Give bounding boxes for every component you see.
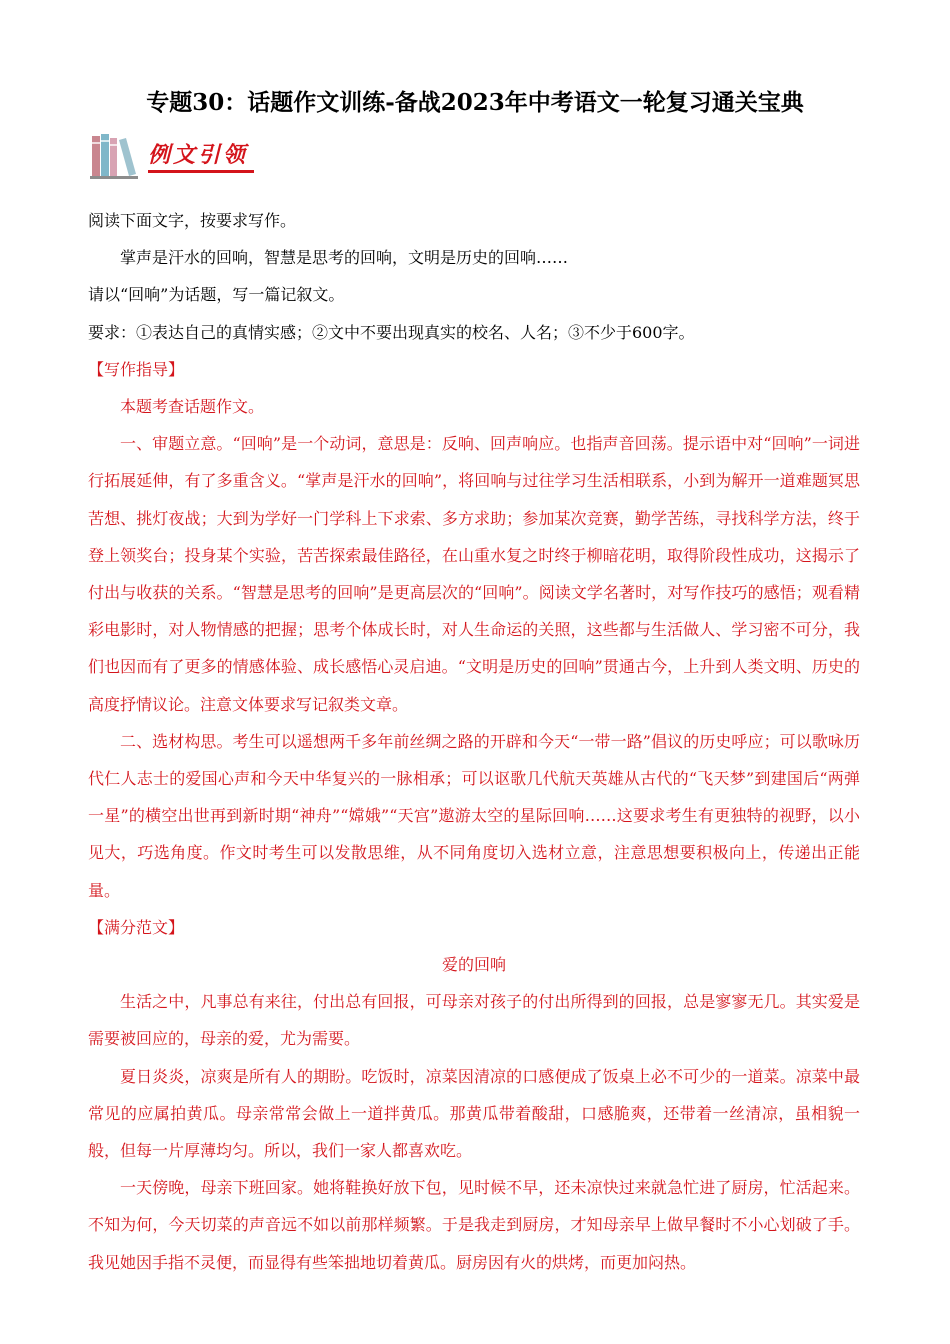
example-banner bbox=[88, 130, 258, 180]
essay-title: 爱的回响 bbox=[441, 955, 506, 975]
essay-heading: 【满分范文】 bbox=[88, 917, 185, 937]
prompt-instruction: 阅读下面文字，按要求写作。 bbox=[88, 211, 297, 230]
prompt-quote: 掌声是汗水的回响，智慧是思考的回响，文明是历史的回响…… bbox=[120, 248, 569, 268]
books-icon bbox=[88, 130, 140, 180]
prompt-requirements: 要求：①表达自己的真情实感；②文中不要出现真实的校名、人名；③不少于600字。 bbox=[88, 322, 695, 342]
banner-label: 例文引领 bbox=[148, 142, 249, 168]
page-title: 专题30：话题作文训练-备战2023年中考语文一轮复习通关宝典 bbox=[146, 89, 804, 116]
prompt-task: 请以“回响”为话题，写一篇记叙文。 bbox=[88, 285, 345, 305]
banner-underline bbox=[148, 170, 254, 173]
guide-paragraph-2: 二、选材构思。考生可以遥想两千多年前丝绸之路的开辟和今天“一带一路”倡议的历史呼应；可以歌咏历代仁人志士的爱国心声和今天中华复兴的一脉相承；可以讴歌几代航天英雄从古代的“飞天梦”到建国后“两弹一星”的横空出世再到新时期“神舟”“嫦娥”“天宫”遨游太空的星际回响……这要求考生有更独特的视野，以小见大，巧选角度。作文时考生可以发散思维，从不同角度切入选材立意，注意思想要积极向上，传递出正能量。 bbox=[88, 731, 860, 900]
essay-paragraph-3: 一天傍晚，母亲下班回家。她将鞋换好放下包，见时候不早，还未凉快过来就急忙进了厨房，忙活起来。不知为何，今天切菜的声音远不如以前那样频繁。于是我走到厨房，才知母亲早上做早餐时不小心划破了手。我见她因手指不灵便，而显得有些笨拙地切着黄瓜。厨房因有火的烘烤，而更加闷热。 bbox=[88, 1178, 860, 1272]
essay-paragraph-2: 夏日炎炎，凉爽是所有人的期盼。吃饭时，凉菜因清凉的口感便成了饭桌上必不可少的一道菜。凉菜中最常见的应属拍黄瓜。母亲常常会做上一道拌黄瓜。那黄瓜带着酸甜，口感脆爽，还带着一丝清凉，虽相貌一般，但每一片厚薄均匀。所以，我们一家人都喜欢吃。 bbox=[88, 1066, 860, 1161]
document-body bbox=[88, 202, 860, 1281]
guide-paragraph-1: 一、审题立意。“回响”是一个动词，意思是：反响、回声响应。也指声音回荡。提示语中对“回响”一词进行拓展延伸，有了多重含义。“掌声是汗水的回响”，将回响与过往学习生活相联系，小到为解开一道难题冥思苦想、挑灯夜战；大到为学好一门学科上下求索、多方求助；参加某次竞赛，勤学苦练，寻找科学方法，终于登上领奖台；投身某个实验，苦苦探索最佳路径，在山重水复之时终于柳暗花明，取得阶段性成功，这揭示了付出与收获的关系。“智慧是思考的回响”是更高层次的“回响”。阅读文学名著时，对写作技巧的感悟；观看精彩电影时，对人物情感的把握；思考个体成长时，对人生命运的关照，这些都与生活做人、学习密不可分，我们也因而有了更多的情感体验、成长感悟心灵启迪。“文明是历史的回响”贯通古今，上升到人类文明、历史的高度抒情议论。注意文体要求写记叙类文章。 bbox=[88, 434, 860, 714]
guide-heading: 【写作指导】 bbox=[88, 359, 185, 379]
essay-paragraph-1: 生活之中，凡事总有来往，付出总有回报，可母亲对孩子的付出所得到的回报，总是寥寥无几。其实爱是需要被回应的，母亲的爱，尤为需要。 bbox=[88, 992, 860, 1049]
guide-intro: 本题考查话题作文。 bbox=[120, 397, 265, 417]
